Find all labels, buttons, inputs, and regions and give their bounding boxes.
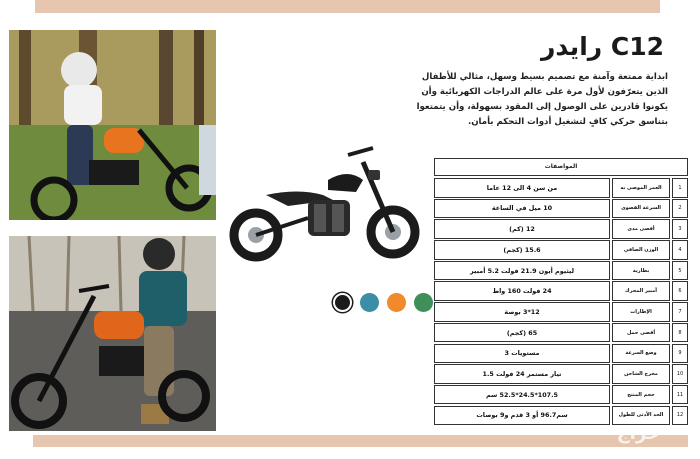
watermark: حراج	[616, 423, 660, 444]
spec-number: 9	[672, 344, 688, 364]
spec-number: 8	[672, 323, 688, 343]
color-swatch-orange[interactable]	[387, 293, 406, 312]
spec-value: تيار مستمر 24 فولت 1.5	[434, 364, 610, 384]
bottom-band	[33, 435, 688, 447]
spec-number: 6	[672, 281, 688, 301]
product-photo-road	[9, 236, 216, 431]
spec-number: 7	[672, 302, 688, 322]
spec-number: 12	[672, 406, 688, 426]
spec-value: 24 فولت 160 واط	[434, 281, 610, 301]
bike-product-image	[228, 140, 420, 262]
product-title: C12 رايدر	[540, 32, 664, 61]
top-band	[35, 0, 660, 13]
spec-value: من سن 4 الى 12 عاما	[434, 178, 610, 198]
spec-row	[434, 219, 688, 239]
spec-value: 12*3 بوصة	[434, 302, 610, 322]
specs-header: المواصفات	[434, 158, 688, 176]
product-description: ابداية ممتعة وآمنة مع تصميم بسيط وسهل، مثالي للأطفال الذين يتعرّفون لأول مرة على عالم الدراجات الكهربائية وأن يكونوا قادرين على الوصول إلى المقود بسهولة، وأن يتمتعوا بتناسق حركي كافٍ لتشغيل أدوات التحكم بأمان.	[416, 72, 668, 127]
spec-label: الإطارات	[612, 302, 670, 322]
spec-row	[434, 199, 688, 219]
spec-label: أقصى حمل	[612, 323, 670, 343]
spec-number: 2	[672, 199, 688, 219]
spec-value: 107.5*24.5*52.5 سم	[434, 385, 610, 405]
spec-row	[434, 323, 688, 343]
spec-row	[434, 240, 688, 260]
spec-value: ليثيوم أيون 21.9 فولت 5.2 أمبير	[434, 261, 610, 281]
spec-number: 10	[672, 364, 688, 384]
spec-label: السرعة القصوى	[612, 199, 670, 219]
park-photo-illustration	[9, 30, 216, 220]
spec-row	[434, 385, 688, 405]
road-photo-illustration	[9, 236, 216, 431]
spec-label: مخرج الشاحن	[612, 364, 670, 384]
spec-label: حجم المنتج	[612, 385, 670, 405]
spec-label: أمبير المحرك	[612, 281, 670, 301]
spec-value: 15.6 (كجم)	[434, 240, 610, 260]
spec-label: أقصى مدى	[612, 219, 670, 239]
spec-row	[434, 302, 688, 322]
spec-number: 5	[672, 261, 688, 281]
spec-row	[434, 344, 688, 364]
specs-table	[434, 158, 688, 426]
spec-value: 12 (كم)	[434, 219, 610, 239]
color-swatch-teal[interactable]	[360, 293, 379, 312]
spec-value: 10 ميل في الساعة	[434, 199, 610, 219]
spec-number: 1	[672, 178, 688, 198]
color-swatch-black[interactable]	[333, 293, 352, 312]
spec-number: 11	[672, 385, 688, 405]
spec-number: 4	[672, 240, 688, 260]
spec-value: سم96.7 أو 3 قدم و9 بوصات	[434, 406, 610, 426]
color-swatch-green[interactable]	[414, 293, 433, 312]
spec-label: العمر الموصى به	[612, 178, 670, 198]
spec-row	[434, 281, 688, 301]
spec-row	[434, 261, 688, 281]
spec-label: وضع السرعة	[612, 344, 670, 364]
product-photo-park	[9, 30, 216, 220]
spec-row	[434, 364, 688, 384]
spec-value: مستويات 3	[434, 344, 610, 364]
spec-label: الوزن الصافي	[612, 240, 670, 260]
spec-value: 65 (كجم)	[434, 323, 610, 343]
color-swatches	[333, 293, 433, 312]
spec-number: 3	[672, 219, 688, 239]
specs-rows	[434, 178, 688, 425]
spec-row	[434, 178, 688, 198]
spec-label: الحد الأدنى للطول	[612, 406, 670, 426]
spec-label: بطارية	[612, 261, 670, 281]
